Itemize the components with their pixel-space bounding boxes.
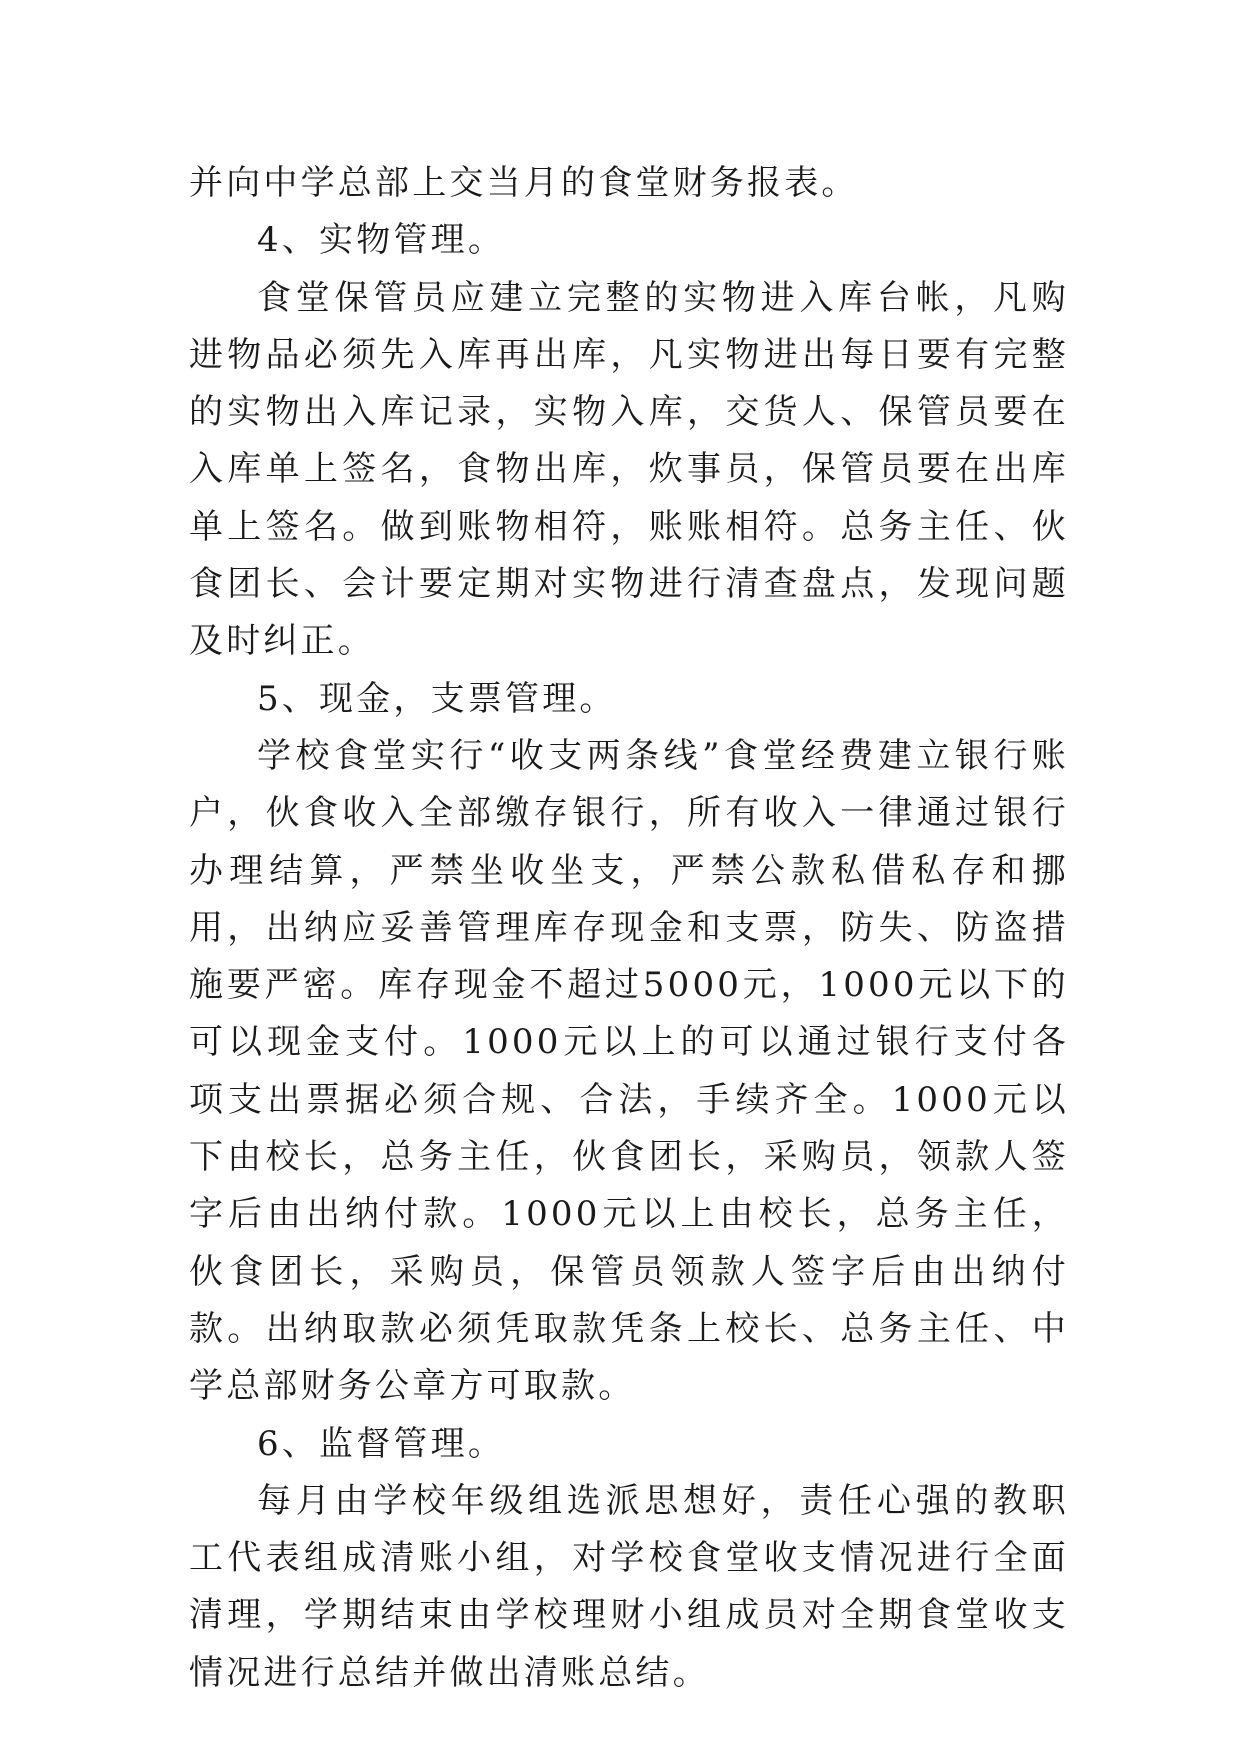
paragraph-physical-goods: 食堂保管员应建立完整的实物进入库台帐，凡购进物品必须先入库再出库，凡实物进出每日要有完整的实物出入库记录，实物入库，交货人、保管员要在入库单上签名，食物出库，炊事员，保管员要在出库单上签名。做到账物相符，账账相符。总务主任、伙食团长、会计要定期对实物进行清查盘点，发现问题及时纠正。 xyxy=(189,277,1069,662)
section-heading-supervision: 6、监督管理。 xyxy=(257,1423,506,1464)
document-body xyxy=(189,155,1069,1702)
section-heading-cash-checks: 5、现金，支票管理。 xyxy=(257,678,617,719)
paragraph-supervision: 每月由学校年级组选派思想好，责任心强的教职工代表组成清账小组，对学校食堂收支情况进行全面清理，学期结束由学校理财小组成员对全期食堂收支情况进行总结并做出清账总结。 xyxy=(189,1480,1069,1693)
paragraph-continuation: 并向中学总部上交当月的食堂财务报表。 xyxy=(189,163,859,203)
section-heading-physical-goods: 4、实物管理。 xyxy=(257,220,506,261)
paragraph-cash-checks: 学校食堂实行“收支两条线”食堂经费建立银行账户，伙食收入全部缴存银行，所有收入一律通过银行办理结算，严禁坐收坐支，严禁公款私借私存和挪用，出纳应妥善管理库存现金和支票，防失、防盗措施要严密。库存现金不超过5000元，1000元以下的可以现金支付。1000元以上的可以通过银行支付各项支出票据必须合规、合法，手续齐全。1000元以下由校长，总务主任，伙食团长，采购员，领款人签字后由出纳付款。1000元以上由校长，总务主任，伙食团长，采购员，保管员领款人签字后由出纳付款。出纳取款必须凭取款凭条上校长、总务主任、中学总部财务公章方可取款。 xyxy=(189,735,1069,1407)
